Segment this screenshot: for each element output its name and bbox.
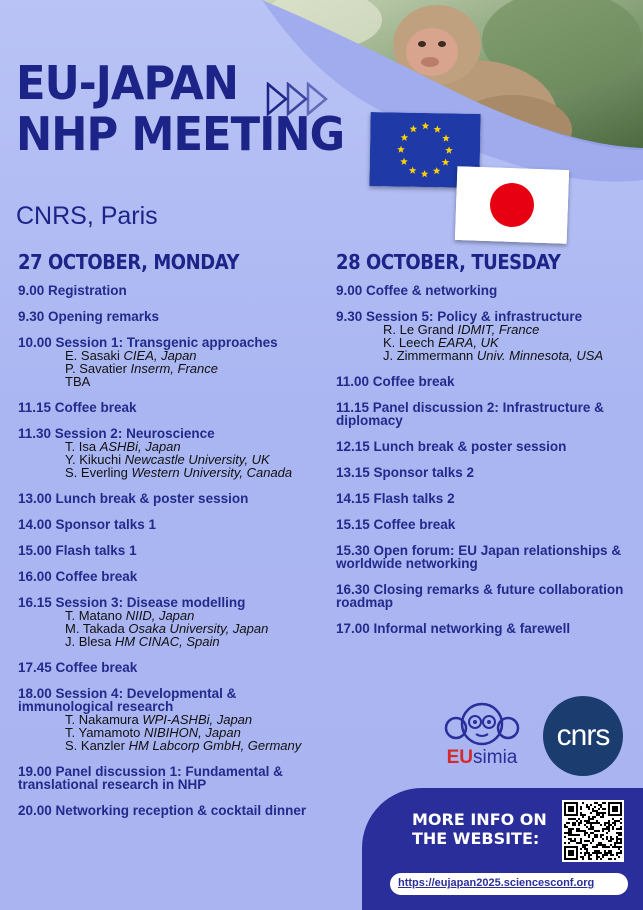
speaker-name: TBA <box>65 374 91 389</box>
speaker-name: K. Leech <box>383 335 435 350</box>
day1-schedule <box>18 250 323 830</box>
day2-item <box>336 466 636 479</box>
schedule-item-title: 13.00 Lunch break & poster session <box>18 491 249 506</box>
schedule-item-title: 16.00 Coffee break <box>18 569 138 584</box>
schedule-item-title: 20.00 Networking reception & cocktail dinner <box>18 803 307 818</box>
day1-item <box>18 401 323 414</box>
day2-item <box>336 440 636 453</box>
eusimia-monkey-icon <box>436 702 528 746</box>
speaker-affiliation: HM Labcorp GmbH, Germany <box>128 738 302 753</box>
speaker-name: T. Matano <box>65 608 123 623</box>
day2-item <box>336 544 636 570</box>
schedule-item-title: 10.00 Session 1: Transgenic approaches <box>18 335 278 350</box>
speaker-name: P. Savatier <box>65 361 127 376</box>
speaker-name: S. Kanzler <box>65 738 125 753</box>
speaker-affiliation: NIBIHON, Japan <box>144 725 241 740</box>
day2-item <box>336 284 636 297</box>
day1-item <box>18 427 323 479</box>
chevron-arrows-icon <box>266 82 338 116</box>
day2-schedule <box>336 250 636 648</box>
day1-item <box>18 544 323 557</box>
day1-item <box>18 310 323 323</box>
speaker-name: M. Takada <box>65 621 125 636</box>
day1-item <box>18 687 323 752</box>
schedule-item-title: 14.00 Sponsor talks 1 <box>18 517 157 532</box>
day2-items <box>336 284 636 635</box>
schedule-item-title: 11.15 Coffee break <box>18 400 137 415</box>
schedule-item-title: 13.15 Sponsor talks 2 <box>336 465 475 480</box>
schedule-item-title: 16.15 Session 3: Disease modelling <box>18 595 246 610</box>
speaker-line <box>336 349 636 362</box>
schedule-item-title: 17.00 Informal networking & farewell <box>336 621 571 636</box>
day1-items <box>18 284 323 817</box>
schedule-item-title: 15.30 Open forum: EU Japan relationships & worldwide networking <box>336 543 622 571</box>
day1-item <box>18 336 323 388</box>
schedule-item-title: 11.30 Session 2: Neuroscience <box>18 426 215 441</box>
speaker-name: Y. Kikuchi <box>65 452 122 467</box>
speaker-name: S. Everling <box>65 465 128 480</box>
title-line-1: EU-JAPAN <box>16 56 239 110</box>
schedule-item-title: 15.15 Coffee break <box>336 517 456 532</box>
speaker-affiliation: ASHBi, Japan <box>99 439 181 454</box>
speaker-affiliation: IDMIT, France <box>457 322 540 337</box>
day2-item <box>336 401 636 427</box>
day1-item <box>18 284 323 297</box>
schedule-item-title: 9.00 Coffee & networking <box>336 283 498 298</box>
day1-heading: 27 OCTOBER, MONDAY <box>18 250 240 274</box>
speaker-line <box>18 466 323 479</box>
eusimia-eu-text: EU <box>446 747 474 768</box>
schedule-item-title: 11.00 Coffee break <box>336 374 455 389</box>
day1-item <box>18 492 323 505</box>
speaker-name: R. Le Grand <box>383 322 454 337</box>
schedule-item-title: 12.15 Lunch break & poster session <box>336 439 567 454</box>
info-title <box>412 810 547 848</box>
speaker-affiliation: WPI-ASHBi, Japan <box>142 712 253 727</box>
speaker-line <box>18 375 323 388</box>
location-text: CNRS, Paris <box>16 202 158 230</box>
speaker-line <box>18 739 323 752</box>
speaker-line <box>18 635 323 648</box>
eusimia-rest-text: simia <box>473 747 518 768</box>
speaker-line <box>18 362 323 375</box>
title-line-2: NHP MEETING <box>16 107 345 161</box>
day1-item <box>18 804 323 817</box>
day1-item <box>18 661 323 674</box>
schedule-item-title: 9.00 Registration <box>18 283 127 298</box>
schedule-item-title: 9.30 Opening remarks <box>18 309 160 324</box>
cnrs-logo: cnrs <box>543 696 623 776</box>
day1-item <box>18 596 323 648</box>
day2-item <box>336 310 636 362</box>
website-link[interactable]: https://eujapan2025.sciencesconf.org <box>398 877 595 889</box>
schedule-item-title: 16.30 Closing remarks & future collaboration roadmap <box>336 582 624 610</box>
schedule-item-title: 19.00 Panel discussion 1: Fundamental & translational research in NHP <box>18 764 283 792</box>
speaker-name: T. Yamamoto <box>65 725 141 740</box>
schedule-item-title: 17.45 Coffee break <box>18 660 138 675</box>
schedule-item-title: 18.00 Session 4: Developmental & immunological research <box>18 686 237 714</box>
speaker-affiliation: CIEA, Japan <box>123 348 197 363</box>
day2-item <box>336 375 636 388</box>
schedule-item-title: 15.00 Flash talks 1 <box>18 543 137 558</box>
info-line-2: THE WEBSITE: <box>412 829 540 848</box>
schedule-item-title: 11.15 Panel discussion 2: Infrastructure & diplomacy <box>336 400 604 428</box>
speaker-affiliation: Inserm, France <box>130 361 218 376</box>
day1-item <box>18 765 323 791</box>
day1-item <box>18 518 323 531</box>
speaker-name: T. Isa <box>65 439 97 454</box>
day1-item <box>18 570 323 583</box>
day2-item <box>336 583 636 609</box>
speaker-name: T. Nakamura <box>65 712 139 727</box>
speaker-affiliation: Newcastle University, UK <box>124 452 270 467</box>
speaker-name: J. Zimmermann <box>383 348 474 363</box>
info-line-1: MORE INFO ON <box>412 810 547 829</box>
speaker-affiliation: Osaka University, Japan <box>128 621 269 636</box>
speaker-name: J. Blesa <box>65 634 112 649</box>
day2-item <box>336 492 636 505</box>
day2-heading: 28 OCTOBER, TUESDAY <box>336 250 561 274</box>
speaker-name: E. Sasaki <box>65 348 120 363</box>
schedule-item-title: 9.30 Session 5: Policy & infrastructure <box>336 309 583 324</box>
speaker-affiliation: NIID, Japan <box>125 608 195 623</box>
day2-item <box>336 622 636 635</box>
schedule-item-title: 14.15 Flash talks 2 <box>336 491 455 506</box>
qr-code-icon[interactable] <box>562 800 624 862</box>
eusimia-logo <box>436 702 528 770</box>
japan-flag-icon <box>455 166 570 244</box>
day2-item <box>336 518 636 531</box>
speaker-affiliation: Univ. Minnesota, USA <box>476 348 604 363</box>
speaker-affiliation: Western University, Canada <box>131 465 293 480</box>
speaker-affiliation: EARA, UK <box>437 335 499 350</box>
speaker-affiliation: HM CINAC, Spain <box>114 634 220 649</box>
